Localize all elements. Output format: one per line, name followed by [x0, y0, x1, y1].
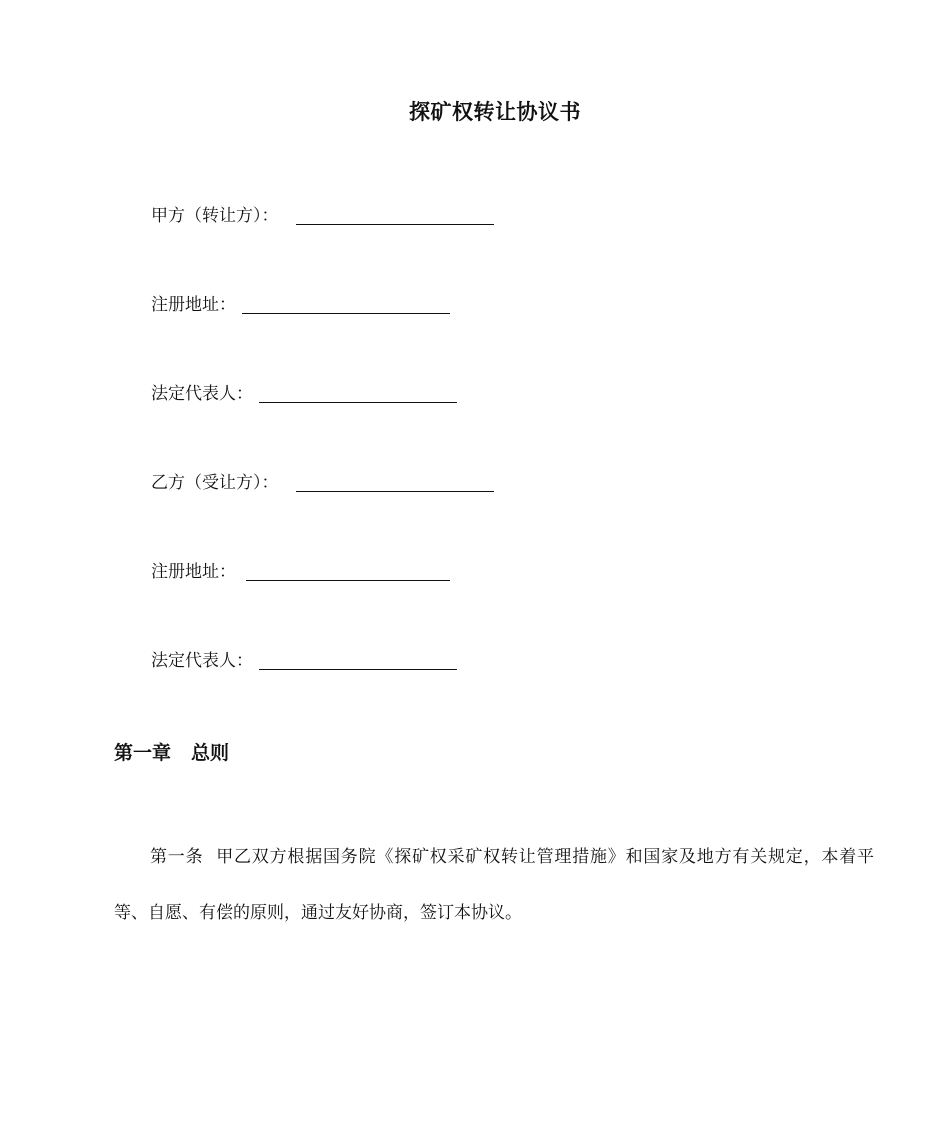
- article-1-text: 甲乙双方根据国务院《探矿权采矿权转让管理措施》和国家及地方有关规定，本着平等、自愿、有偿的原则，通过友好协商，签订本协议。: [114, 847, 875, 923]
- party-a-address-label: 注册地址：: [151, 295, 236, 315]
- party-b-address-label: 注册地址：: [151, 562, 236, 582]
- party-a-name-blank[interactable]: [296, 224, 494, 225]
- chapter-number: 第一章: [114, 742, 172, 764]
- party-b-representative-label: 法定代表人：: [151, 651, 253, 671]
- party-a-representative-blank[interactable]: [259, 402, 457, 403]
- article-1-number: 第一条: [150, 847, 204, 867]
- party-a-address-blank[interactable]: [242, 313, 450, 314]
- document-title: 探矿权转让协议书: [409, 100, 581, 124]
- party-b-representative-blank[interactable]: [259, 669, 457, 670]
- party-a-address-field: [151, 293, 236, 317]
- party-a-name-field: [151, 204, 279, 228]
- party-b-address-blank[interactable]: [246, 580, 450, 581]
- party-b-name-blank[interactable]: [296, 491, 494, 492]
- chapter-heading: [114, 738, 229, 765]
- party-a-representative-label: 法定代表人：: [151, 384, 253, 404]
- article-1: [114, 829, 874, 941]
- party-b-name-field: [151, 471, 279, 495]
- party-b-representative-field: [151, 649, 253, 673]
- party-b-name-label: 乙方（受让方）：: [151, 473, 279, 493]
- party-a-representative-field: [151, 382, 253, 406]
- chapter-title: 总则: [191, 742, 230, 764]
- party-a-name-label: 甲方（转让方）：: [151, 206, 279, 226]
- party-b-address-field: [151, 560, 236, 584]
